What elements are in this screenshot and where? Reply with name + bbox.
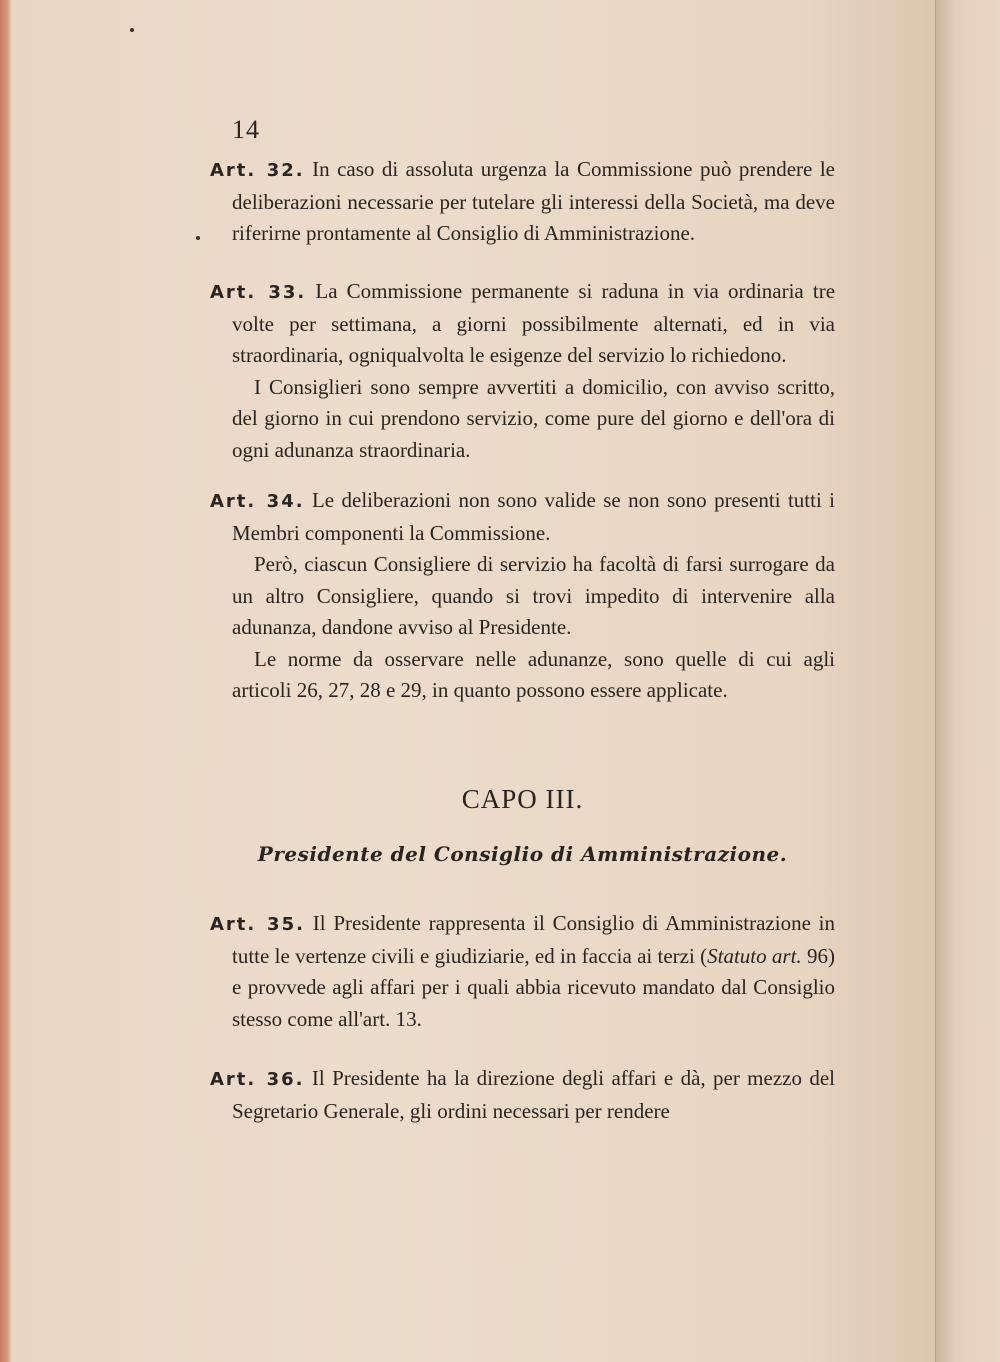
chapter-subtitle: Presidente del Consiglio di Amministrazione. — [257, 842, 788, 866]
article-label: Art. 34. — [210, 491, 305, 512]
article-label: Art. 33. — [210, 282, 307, 303]
article-paragraph: I Consiglieri sono sempre avvertiti a domicilio, con avviso scritto, del giorno in cui prendono servizio, come pure del giorno e dell'ora di ogni adunanza straordinaria. — [232, 374, 835, 462]
article-paragraph — [210, 1063, 835, 1127]
article-paragraph — [210, 154, 835, 250]
article-36 — [210, 1063, 835, 1127]
chapter-title: CAPO III. — [461, 784, 584, 814]
article-label: Art. 32. — [210, 160, 305, 181]
page-edge-left — [0, 0, 12, 1362]
article-text: Le deliberazioni non sono valide se non sono presenti tutti i Membri componenti la Commissione. — [232, 488, 836, 545]
article-35 — [210, 908, 835, 1035]
article-text: Il Presidente ha la direzione degli affari e dà, per mezzo del Segretario Generale, gli ordini necessari per rendere — [232, 1066, 835, 1123]
adjacent-page-edge — [935, 0, 1000, 1362]
page-number: 14 — [232, 115, 260, 144]
article-paragraph: Però, ciascun Consigliere di servizio ha facoltà di farsi surrogare da un altro Consigliere, quando si trovi impedito di intervenire alla adunanza, dandone avviso al Presidente. — [232, 552, 835, 639]
article-34 — [210, 485, 835, 707]
speck — [196, 236, 200, 240]
article-paragraph — [210, 908, 835, 1035]
article-paragraph: Le norme da osservare nelle adunanze, sono quelle di cui agli articoli 26, 27, 28 e 29, in quanto possono essere applicate. — [232, 646, 835, 702]
article-32 — [210, 154, 835, 250]
article-text: Il Presidente rappresenta il Consiglio di Amministrazione in tutte le vertenze civili e giudiziarie, ed in faccia ai terzi ( — [232, 911, 836, 968]
article-paragraph — [210, 276, 835, 372]
article-label: Art. 35. — [210, 914, 305, 935]
article-text: La Commissione permanente si raduna in via ordinaria tre volte per settimana, a giorni possibilmente alternati, ed in via straordinaria, ogniqualvolta le esigenze del servizio lo richiedono. — [232, 279, 836, 367]
article-text: In caso di assoluta urgenza la Commissione può prendere le deliberazioni necessarie per tutelare gli interessi della Società, ma deve riferirne prontamente al Consiglio di Amministrazione. — [232, 157, 835, 245]
article-paragraph — [210, 485, 835, 549]
statute-reference: Statuto art. — [707, 943, 802, 968]
article-label: Art. 36. — [210, 1069, 305, 1090]
article-33 — [210, 276, 835, 466]
article-text-cont: 96) e provvede agli affari per i quali abbia ricevuto mandato dal Consiglio stesso come all'art. 13. — [232, 943, 835, 1031]
speck — [130, 28, 134, 32]
